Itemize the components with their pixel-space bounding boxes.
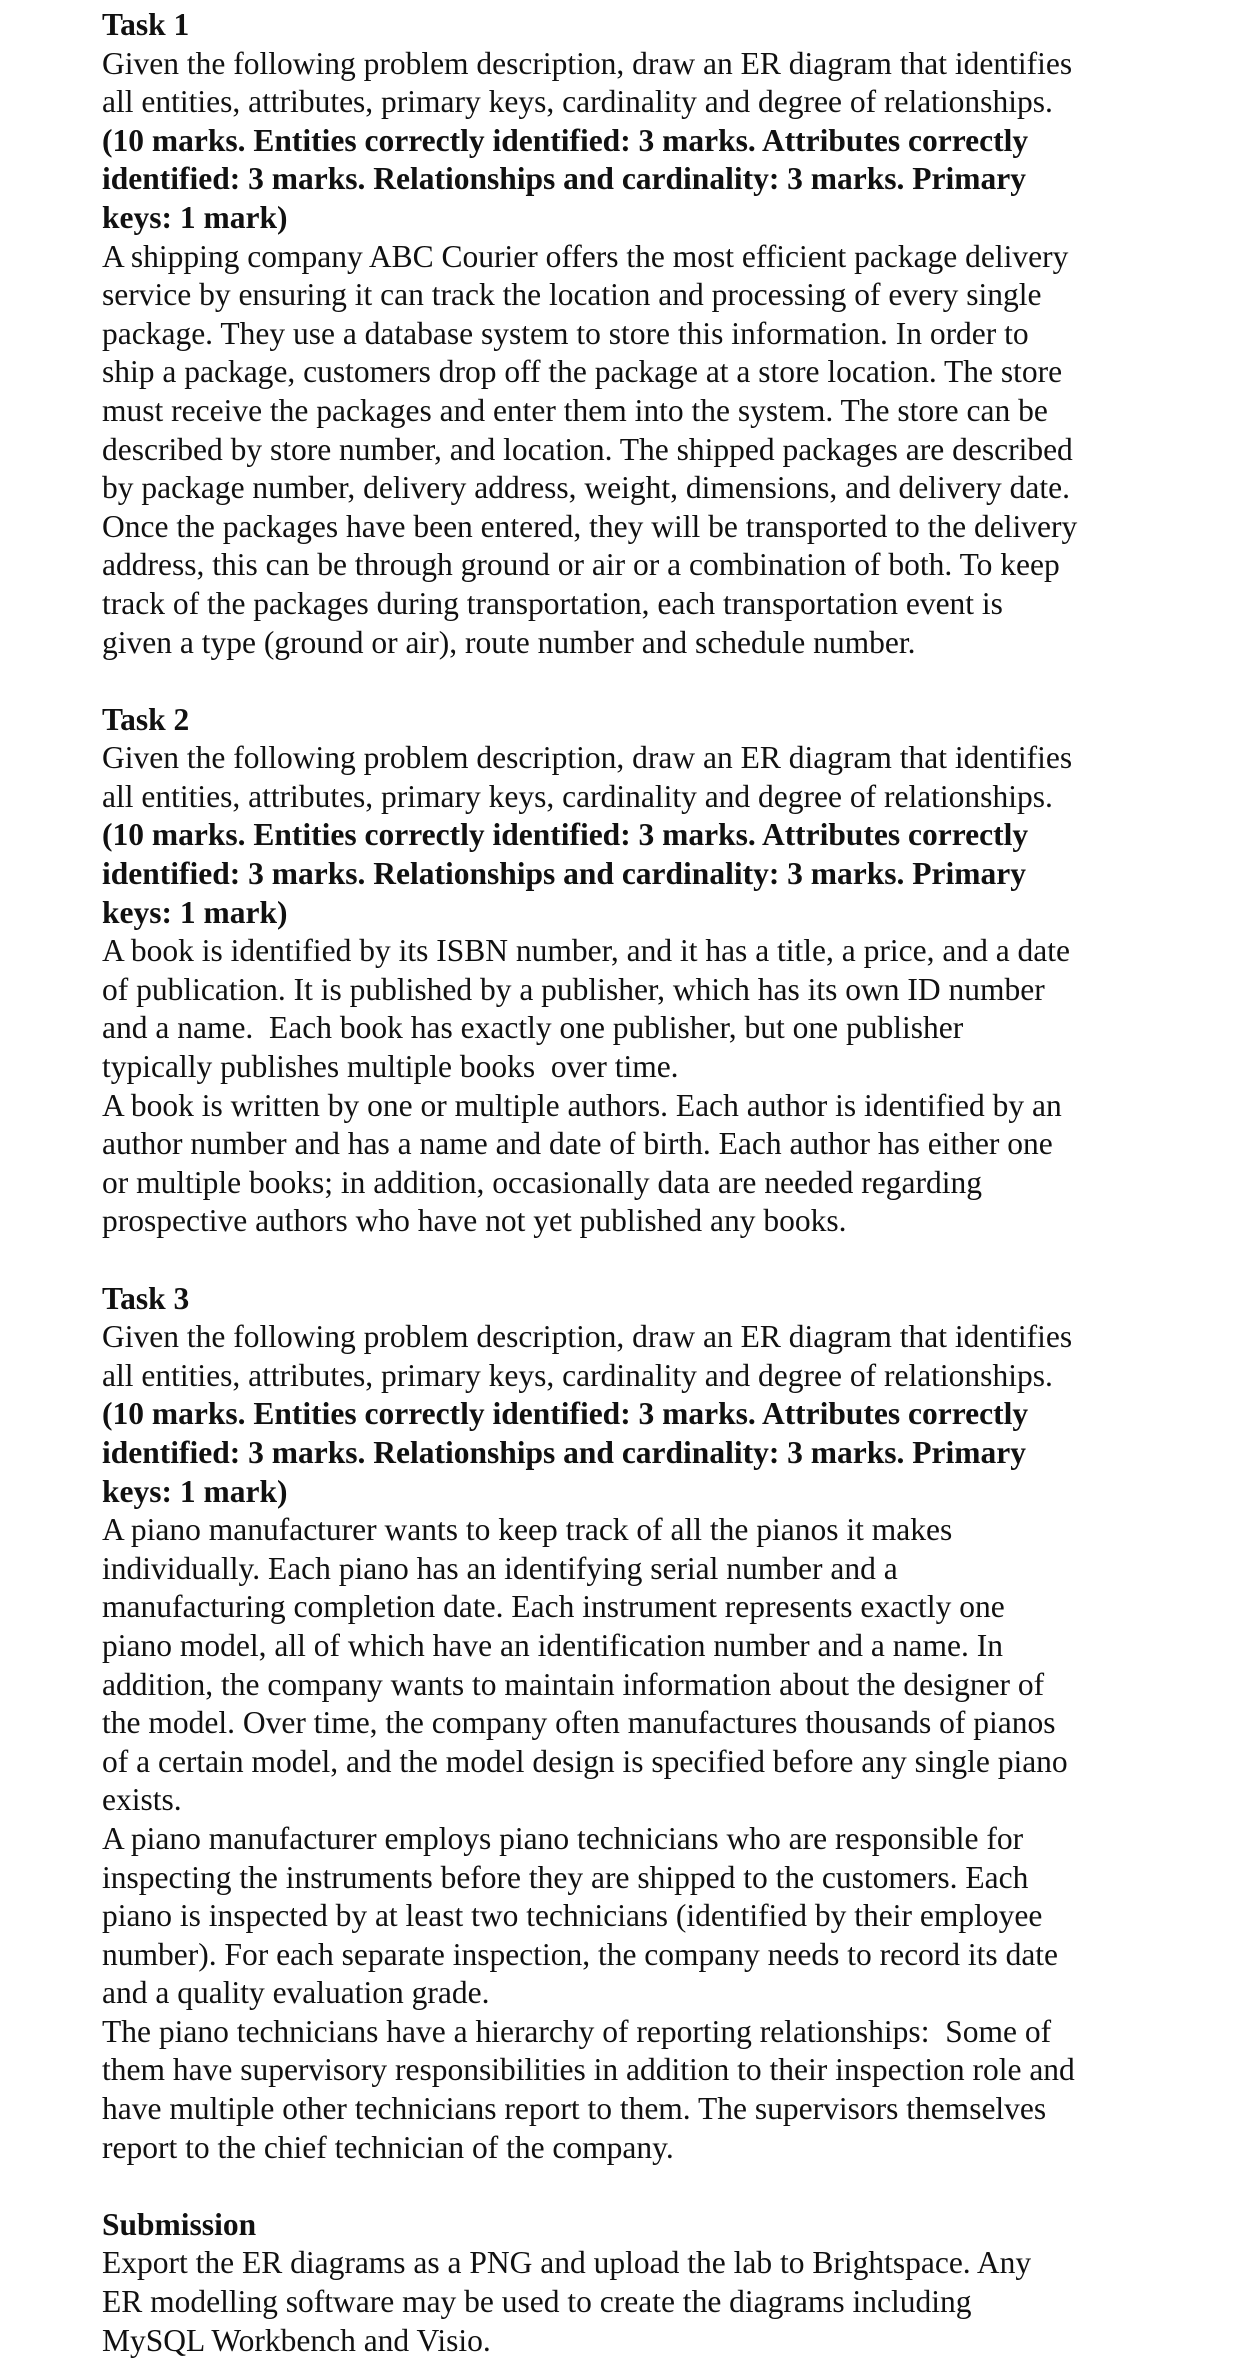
submission-line: Export the ER diagrams as a PNG and upload the lab to Brightspace. Any xyxy=(102,2245,1032,2281)
description-line: by package number, delivery address, weight, dimensions, and delivery date. xyxy=(102,470,1070,506)
description-line: must receive the packages and enter them into the system. The store can be xyxy=(102,392,1048,428)
description-line: individually. Each piano has an identifying serial number and a xyxy=(102,1550,898,1586)
description-line: service by ensuring it can track the location and processing of every single xyxy=(102,277,1042,313)
description-line: ship a package, customers drop off the package at a store location. The store xyxy=(102,354,1063,390)
description-line: of a certain model, and the model design is specified before any single piano xyxy=(102,1743,1068,1779)
description-line: A book is identified by its ISBN number, and it has a title, a price, and a date xyxy=(102,933,1071,969)
task-1-marks xyxy=(102,122,1212,238)
task-2-section xyxy=(102,701,1212,1241)
marks-line: identified: 3 marks. Relationships and cardinality: 3 marks. Primary xyxy=(102,856,1027,892)
description-line: A piano manufacturer employs piano technicians who are responsible for xyxy=(102,1820,1024,1856)
marks-line: identified: 3 marks. Relationships and cardinality: 3 marks. Primary xyxy=(102,161,1027,197)
task-1-description xyxy=(102,238,1212,663)
marks-line: identified: 3 marks. Relationships and cardinality: 3 marks. Primary xyxy=(102,1434,1027,1470)
description-line: typically publishes multiple books over time. xyxy=(102,1049,679,1085)
task-1-intro xyxy=(102,45,1212,122)
description-line: given a type (ground or air), route number and schedule number. xyxy=(102,624,916,660)
task-3-section xyxy=(102,1280,1212,2168)
description-line: manufacturing completion date. Each instrument represents exactly one xyxy=(102,1589,1005,1625)
description-line: A book is written by one or multiple authors. Each author is identified by an xyxy=(102,1087,1062,1123)
submission-line: ER modelling software may be used to create the diagrams including xyxy=(102,2284,972,2320)
description-line: number). For each separate inspection, the company needs to record its date xyxy=(102,1936,1059,1972)
intro-line: all entities, attributes, primary keys, cardinality and degree of relationships. xyxy=(102,1357,1053,1393)
task-2-marks xyxy=(102,816,1212,932)
description-line: track of the packages during transportation, each transportation event is xyxy=(102,585,1003,621)
description-line: author number and has a name and date of birth. Each author has either one xyxy=(102,1126,1053,1162)
intro-line: all entities, attributes, primary keys, cardinality and degree of relationships. xyxy=(102,84,1053,120)
description-line: them have supervisory responsibilities in addition to their inspection role and xyxy=(102,2052,1075,2088)
task-2-description xyxy=(102,932,1212,1241)
section-spacer xyxy=(102,662,1212,701)
description-line: exists. xyxy=(102,1782,182,1818)
description-line: piano model, all of which have an identification number and a name. In xyxy=(102,1627,1003,1663)
task-3-intro xyxy=(102,1318,1212,1395)
task-3-marks xyxy=(102,1395,1212,1511)
submission-section xyxy=(102,2206,1212,2360)
description-line: have multiple other technicians report to them. The supervisors themselves xyxy=(102,2091,1047,2127)
marks-line: (10 marks. Entities correctly identified: 3 marks. Attributes correctly xyxy=(102,1396,1029,1432)
task-2-title: Task 2 xyxy=(102,701,190,737)
marks-line: keys: 1 mark) xyxy=(102,1473,288,1509)
description-line: package. They use a database system to store this information. In order to xyxy=(102,315,1029,351)
intro-line: Given the following problem description, draw an ER diagram that identifies xyxy=(102,1319,1073,1355)
task-3-title: Task 3 xyxy=(102,1280,190,1316)
task-1-section xyxy=(102,6,1212,662)
description-line: and a name. Each book has exactly one publisher, but one publisher xyxy=(102,1010,964,1046)
intro-line: Given the following problem description, draw an ER diagram that identifies xyxy=(102,740,1073,776)
intro-line: all entities, attributes, primary keys, cardinality and degree of relationships. xyxy=(102,778,1053,814)
description-line: address, this can be through ground or air or a combination of both. To keep xyxy=(102,547,1060,583)
marks-line: keys: 1 mark) xyxy=(102,894,288,930)
description-line: described by store number, and location. The shipped packages are described xyxy=(102,431,1073,467)
description-line: Once the packages have been entered, they will be transported to the delivery xyxy=(102,508,1078,544)
task-3-description xyxy=(102,1511,1212,2167)
description-line: and a quality evaluation grade. xyxy=(102,1975,490,2011)
description-line: inspecting the instruments before they are shipped to the customers. Each xyxy=(102,1859,1029,1895)
task-1-title: Task 1 xyxy=(102,7,190,42)
submission-line: MySQL Workbench and Visio. xyxy=(102,2322,491,2358)
marks-line: (10 marks. Entities correctly identified: 3 marks. Attributes correctly xyxy=(102,817,1029,853)
description-line: of publication. It is published by a publisher, which has its own ID number xyxy=(102,971,1045,1007)
marks-line: (10 marks. Entities correctly identified: 3 marks. Attributes correctly xyxy=(102,122,1029,158)
description-line: The piano technicians have a hierarchy of reporting relationships: Some of xyxy=(102,2013,1052,2049)
description-line: prospective authors who have not yet published any books. xyxy=(102,1203,847,1239)
intro-line: Given the following problem description, draw an ER diagram that identifies xyxy=(102,45,1073,81)
description-line: piano is inspected by at least two technicians (identified by their employee xyxy=(102,1898,1043,1934)
description-line: or multiple books; in addition, occasionally data are needed regarding xyxy=(102,1164,982,1200)
section-spacer xyxy=(102,2167,1212,2206)
task-2-intro xyxy=(102,739,1212,816)
description-line: the model. Over time, the company often manufactures thousands of pianos xyxy=(102,1705,1056,1741)
description-line: A piano manufacturer wants to keep track of all the pianos it makes xyxy=(102,1512,953,1548)
description-line: addition, the company wants to maintain information about the designer of xyxy=(102,1666,1045,1702)
document-body xyxy=(102,6,1212,2360)
description-line: report to the chief technician of the company. xyxy=(102,2129,674,2165)
description-line: A shipping company ABC Courier offers the most efficient package delivery xyxy=(102,238,1069,274)
submission-title: Submission xyxy=(102,2206,257,2242)
marks-line: keys: 1 mark) xyxy=(102,199,288,235)
submission-text xyxy=(102,2244,1212,2360)
section-spacer xyxy=(102,1241,1212,1280)
